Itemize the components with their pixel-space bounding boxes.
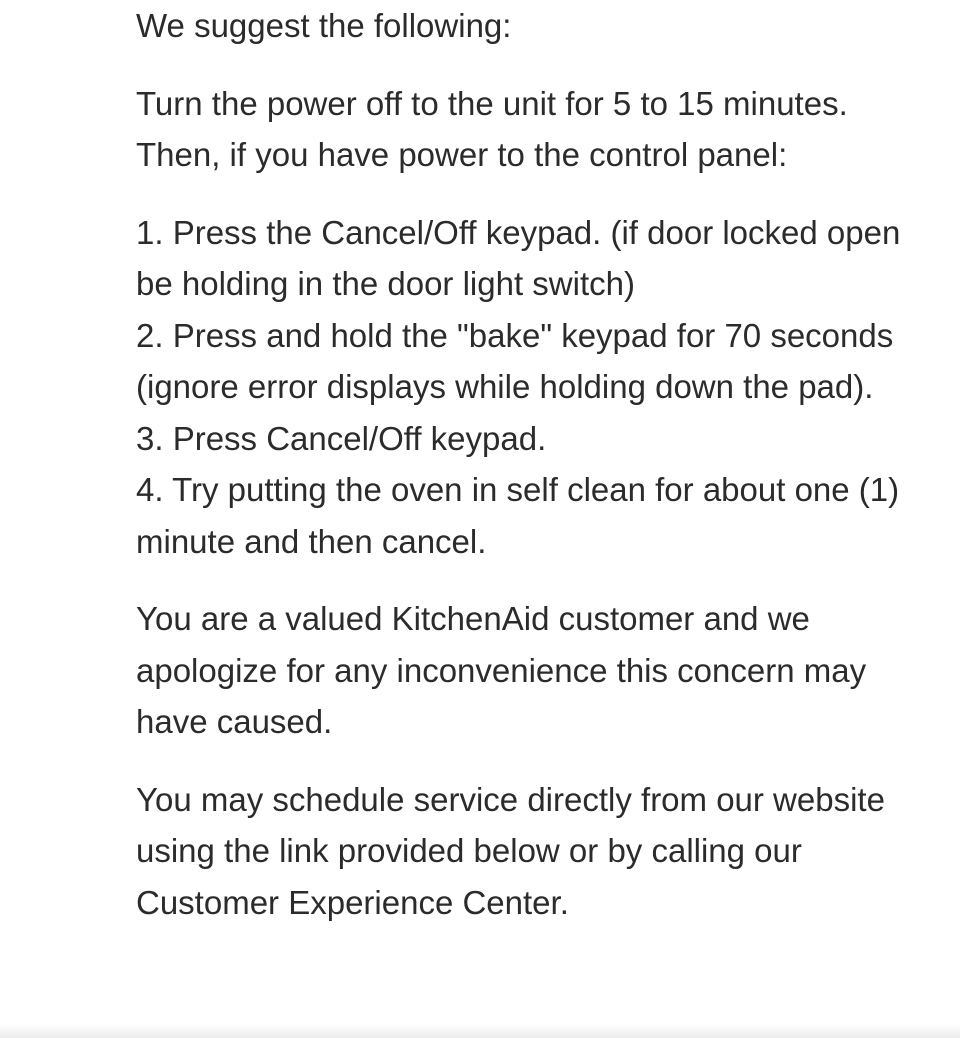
step-4: 4. Try putting the oven in self clean for about one (1) minute and then cancel. [136, 471, 900, 560]
step-1: 1. Press the Cancel/Off keypad. (if door locked open be holding in the door light switch) [136, 213, 901, 302]
service-text: You may schedule service directly from our website using the link provided below or by calling our Customer Experience Center. [136, 780, 885, 921]
step-3: 3. Press Cancel/Off keypad. [136, 419, 547, 457]
bottom-fade [0, 1024, 960, 1038]
apology-text: You are a valued KitchenAid customer and we apologize for any inconvenience this concern may have caused. [136, 600, 867, 740]
power-instruction-text: Turn the power off to the unit for 5 to 15 minutes. Then, if you have power to the control panel: [136, 84, 848, 173]
step-2: 2. Press and hold the "bake" keypad for 70 seconds (ignore error displays while holding down the pad). [136, 316, 894, 405]
intro-text: We suggest the following: [136, 7, 512, 44]
steps-list [136, 207, 926, 568]
message-body [136, 0, 926, 928]
